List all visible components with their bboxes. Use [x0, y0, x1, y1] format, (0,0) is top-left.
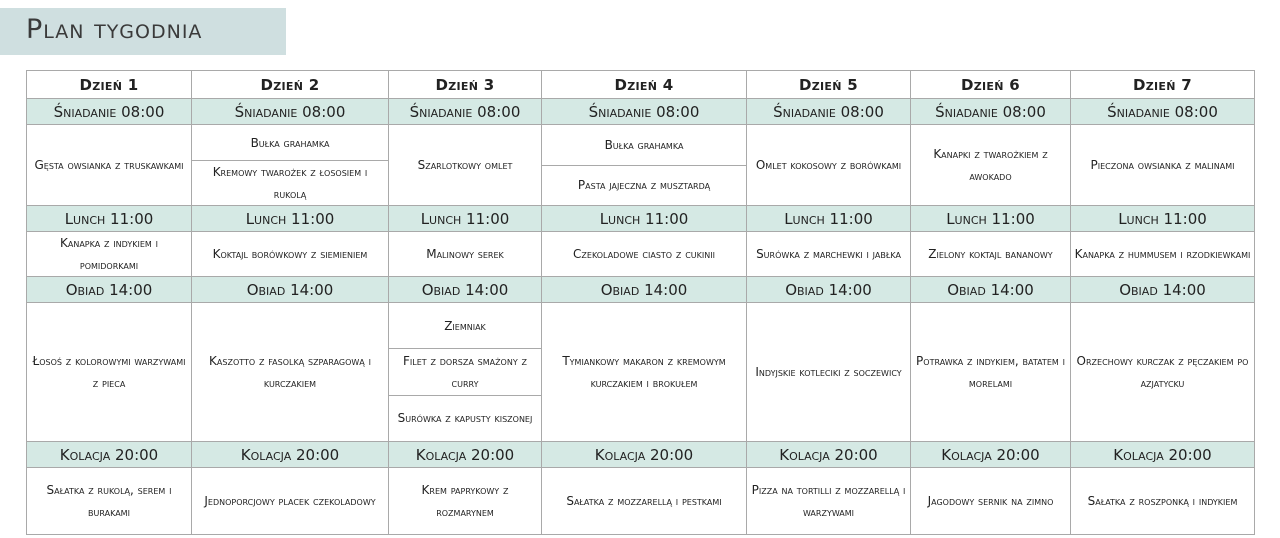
- meal-item-cell: [389, 303, 542, 442]
- meal-item: Malinowy serek: [389, 232, 542, 277]
- meal-item: Łosoś z kolorowymi warzywami z pieca: [27, 303, 192, 442]
- day-header: Dzień 3: [389, 71, 542, 99]
- meal-item: Kanapka z hummusem i rzodkiewkami: [1071, 232, 1255, 277]
- meal-item: Indyjskie kotleciki z soczewicy: [747, 303, 911, 442]
- meal-item: Potrawka z indykiem, batatem i morelami: [911, 303, 1071, 442]
- meal-label: Śniadanie 08:00: [542, 99, 747, 125]
- meal-label: Śniadanie 08:00: [1071, 99, 1255, 125]
- meal-item: Pieczona owsianka z malinami: [1071, 125, 1255, 206]
- meal-label: Obiad 14:00: [747, 277, 911, 303]
- meal-item: Zielony koktajl bananowy: [911, 232, 1071, 277]
- meal-label: Śniadanie 08:00: [747, 99, 911, 125]
- meal-items-row: [27, 232, 1255, 277]
- day-header: Dzień 4: [542, 71, 747, 99]
- meal-label: Kolacja 20:00: [911, 442, 1071, 468]
- meal-label: Obiad 14:00: [27, 277, 192, 303]
- page-title: Plan tygodnia: [26, 14, 203, 45]
- weekly-plan-table: [26, 70, 1255, 535]
- meal-item: Surówka z marchewki i jabłka: [747, 232, 911, 277]
- meal-item: Jagodowy sernik na zimno: [911, 468, 1071, 535]
- meal-label: Lunch 11:00: [27, 206, 192, 232]
- meal-item: Pasta jajeczna z musztardą: [542, 165, 746, 206]
- meal-item: Kanapka z indykiem i pomidorkami: [27, 232, 192, 277]
- meal-item: Jednoporcjowy placek czekoladowy: [192, 468, 389, 535]
- meal-item: Bułka grahamka: [250, 135, 330, 150]
- meal-item: Ziemniak: [444, 318, 486, 333]
- meal-item: Sałatka z mozzarellą i pestkami: [542, 468, 747, 535]
- day-header: Dzień 2: [192, 71, 389, 99]
- meal-label: Obiad 14:00: [389, 277, 542, 303]
- meal-label: Kolacja 20:00: [389, 442, 542, 468]
- meal-item: Krem paprykowy z rozmarynem: [389, 468, 542, 535]
- meal-item-cell: [192, 125, 389, 206]
- meal-items-row: [27, 303, 1255, 442]
- meal-item: Sałatka z roszponką i indykiem: [1071, 468, 1255, 535]
- meal-items-row: [27, 125, 1255, 206]
- day-header: Dzień 1: [27, 71, 192, 99]
- meal-label: Kolacja 20:00: [747, 442, 911, 468]
- meal-label: Obiad 14:00: [1071, 277, 1255, 303]
- day-header: Dzień 6: [911, 71, 1071, 99]
- meal-label: Kolacja 20:00: [192, 442, 389, 468]
- meal-header-row: [27, 442, 1255, 468]
- meal-label: Obiad 14:00: [911, 277, 1071, 303]
- meal-header-row: [27, 99, 1255, 125]
- day-header-row: [27, 71, 1255, 99]
- day-header: Dzień 7: [1071, 71, 1255, 99]
- meal-label: Lunch 11:00: [192, 206, 389, 232]
- meal-items-row: [27, 468, 1255, 535]
- meal-label: Obiad 14:00: [542, 277, 747, 303]
- meal-item: Czekoladowe ciasto z cukinii: [542, 232, 747, 277]
- meal-item: Koktajl borówkowy z siemieniem: [192, 232, 389, 277]
- meal-label: Lunch 11:00: [389, 206, 542, 232]
- meal-item: Bułka grahamka: [604, 137, 684, 152]
- meal-label: Lunch 11:00: [1071, 206, 1255, 232]
- meal-label: Lunch 11:00: [911, 206, 1071, 232]
- meal-label: Śniadanie 08:00: [27, 99, 192, 125]
- meal-item: Kaszotto z fasolką szparagową i kurczakiem: [192, 303, 389, 442]
- meal-item: Sałatka z rukolą, serem i burakami: [27, 468, 192, 535]
- meal-item: Filet z dorsza smażony z curry: [389, 348, 541, 394]
- meal-item-cell: [542, 125, 747, 206]
- meal-item: Omlet kokosowy z borówkami: [747, 125, 911, 206]
- meal-label: Obiad 14:00: [192, 277, 389, 303]
- meal-header-row: [27, 206, 1255, 232]
- meal-item: Orzechowy kurczak z pęczakiem po azjatycku: [1071, 303, 1255, 442]
- meal-item: Kremowy twarożek z łososiem i rukolą: [192, 160, 388, 205]
- meal-label: Kolacja 20:00: [27, 442, 192, 468]
- meal-label: Lunch 11:00: [747, 206, 911, 232]
- meal-item: Gęsta owsianka z truskawkami: [27, 125, 192, 206]
- meal-label: Śniadanie 08:00: [389, 99, 542, 125]
- meal-item: Szarlotkowy omlet: [389, 125, 542, 206]
- meal-item: Tymiankowy makaron z kremowym kurczakiem i brokułem: [542, 303, 747, 442]
- meal-label: Kolacja 20:00: [1071, 442, 1255, 468]
- meal-label: Lunch 11:00: [542, 206, 747, 232]
- meal-item: Pizza na tortilli z mozzarellą i warzywami: [747, 468, 911, 535]
- meal-item: Kanapki z twarożkiem z awokado: [911, 125, 1071, 206]
- day-header: Dzień 5: [747, 71, 911, 99]
- meal-header-row: [27, 277, 1255, 303]
- meal-item: Surówka z kapusty kiszonej: [389, 395, 541, 441]
- meal-label: Kolacja 20:00: [542, 442, 747, 468]
- meal-label: Śniadanie 08:00: [911, 99, 1071, 125]
- meal-label: Śniadanie 08:00: [192, 99, 389, 125]
